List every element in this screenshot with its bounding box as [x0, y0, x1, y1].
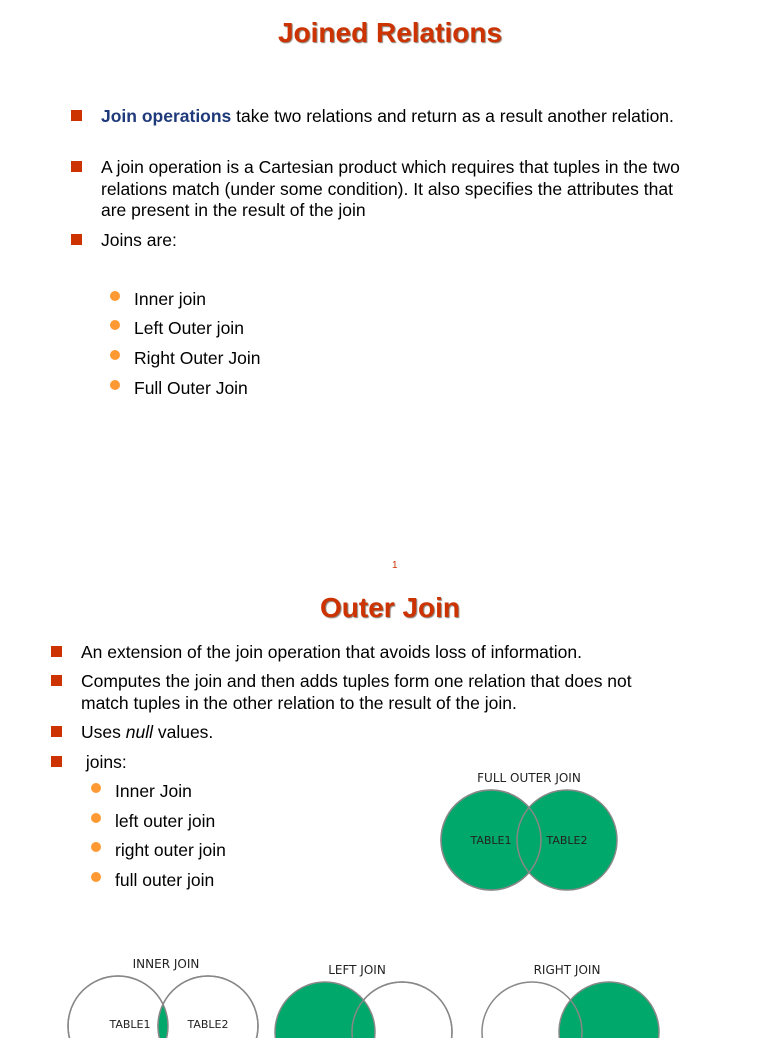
- inner-left-label: TABLE1: [109, 1018, 151, 1031]
- inner-join-diagram: [70, 952, 270, 1032]
- slide1-bullet-1: [101, 106, 701, 128]
- slide2-subitem-right-outer-join: right outer join: [115, 840, 226, 860]
- slide2-bullet-2: Computes the join and then adds tuples form one relation that does not match tuples in the other relation to the result of the join.: [81, 671, 641, 714]
- slide1-subitem-left-outer-join: Left Outer join: [134, 318, 244, 338]
- left-join-diagram: [268, 958, 468, 1038]
- page-number: 1: [392, 560, 398, 571]
- full-outer-join-diagram: [430, 766, 630, 896]
- right-join-right-circle: [559, 982, 659, 1038]
- slide1-subitem-inner-join: Inner join: [134, 289, 206, 309]
- slide2-subitem-full-outer-join: full outer join: [115, 870, 215, 890]
- slide2-title: Outer Join: [319, 592, 460, 623]
- inner-right-label: TABLE2: [187, 1018, 229, 1031]
- slide1-bullet-3: Joins are:: [101, 230, 177, 250]
- slide2-subitem-inner-join: Inner Join: [115, 781, 192, 801]
- full-outer-right-label: TABLE2: [546, 834, 588, 847]
- slide1-title: Joined Relations: [277, 17, 503, 48]
- slide1-bullet-1-text: take two relations and return as a result another relation.: [231, 106, 674, 126]
- slide1-subitem-right-outer-join: Right Outer Join: [134, 348, 261, 368]
- join-operations-term: Join operations: [101, 106, 232, 126]
- full-outer-join-caption: FULL OUTER JOIN: [477, 771, 581, 785]
- left-join-caption: LEFT JOIN: [328, 963, 386, 977]
- inner-join-caption: INNER JOIN: [132, 957, 200, 971]
- slide2-bullet-1: An extension of the join operation that avoids loss of information.: [81, 642, 681, 664]
- slide1-bullet-2: A join operation is a Cartesian product which requires that tuples in the two relations match (under some condition). It also specifies the attributes that are present in the result of the join: [101, 157, 701, 222]
- null-term: null: [125, 722, 153, 742]
- values-text: values.: [152, 722, 214, 742]
- slide2-bullet-4: joins:: [81, 752, 127, 772]
- left-join-left-circle: [275, 982, 375, 1038]
- slide2-bullet-3: [81, 722, 213, 744]
- slide2-subitem-left-outer-join: left outer join: [115, 811, 216, 831]
- slide1-subitem-full-outer-join: Full Outer Join: [134, 378, 248, 398]
- full-outer-left-label: TABLE1: [470, 834, 512, 847]
- uses-text: Uses: [81, 722, 126, 742]
- right-join-diagram: [475, 958, 675, 1038]
- right-join-caption: RIGHT JOIN: [533, 963, 601, 977]
